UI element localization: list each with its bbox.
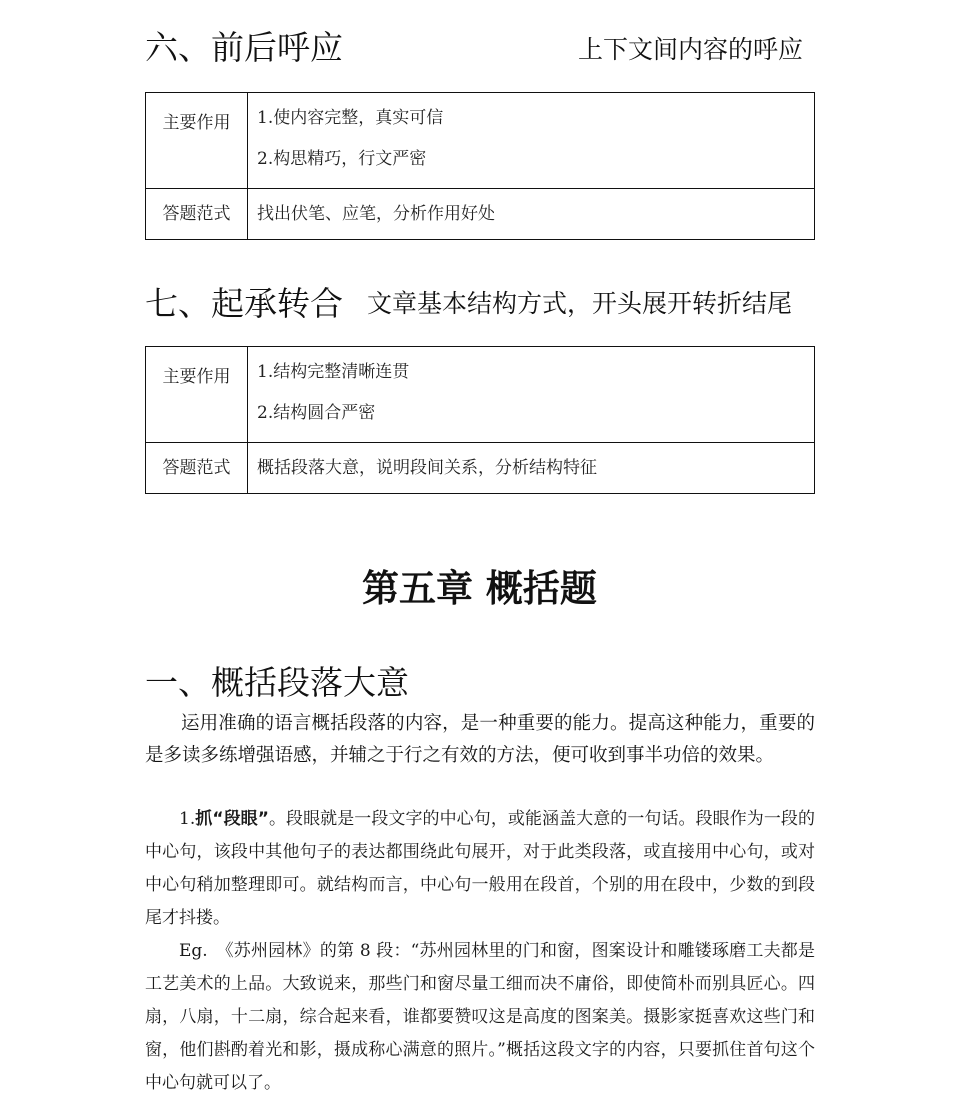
table-content: 找出伏笔、应笔，分析作用好处: [248, 189, 815, 240]
table-row: [146, 443, 815, 494]
table-label: 答题范式: [146, 189, 248, 240]
table-label: 主要作用: [146, 93, 248, 189]
intro-paragraph: 运用准确的语言概括段落的内容，是一种重要的能力。提高这种能力，重要的是多读多练增强语感，并辅之于行之有效的方法，便可收到事半功倍的效果。: [145, 713, 815, 766]
section-6-heading: [145, 22, 815, 69]
table-content: [248, 93, 815, 189]
section-6-table: [145, 92, 815, 240]
list-item: 1.结构完整清晰连贯: [257, 362, 410, 382]
point-1-text: 。段眼就是一段文字的中心句，或能涵盖大意的一句话。段眼作为一段的中心句，该段中其他句子的表达都围绕此句展开，对于此类段落，或直接用中心句，或对中心句稍加整理即可。就结构而言，中心句一般用在段首，个别的用在段中，少数的到段尾才抖搂。: [145, 809, 815, 928]
list-item: 2.结构圆合严密: [257, 403, 376, 423]
example-paragraph: Eg. 《苏州园林》的第 8 段：“苏州园林里的门和窗，图案设计和雕镂琢磨工夫都是工艺美术的上品。大致说来，那些门和窗尽量工细而决不庸俗，即使简朴而别具匠心。四扇，八扇，十二扇，综合起来看，谁都要赞叹这是高度的图案美。摄影家挺喜欢这些门和窗，他们斟酌着光和影，摄成称心满意的照片。”概括这段文字的内容，只要抓住首句这个中心句就可以了。: [145, 941, 815, 1093]
table-row: [146, 347, 815, 443]
chapter-title: 第五章 概括题: [362, 567, 597, 610]
point-1-paragraph: [145, 803, 815, 935]
table-content: [248, 347, 815, 443]
table-row: [146, 189, 815, 240]
table-label: 答题范式: [146, 443, 248, 494]
table-row: [146, 93, 815, 189]
section-7-table: [145, 346, 815, 494]
list-item: 1.使内容完整，真实可信: [257, 108, 444, 128]
section-7-heading: [145, 278, 815, 325]
table-label: 主要作用: [146, 347, 248, 443]
section-6-subtitle: 上下文间内容的呼应: [577, 35, 803, 64]
point-1-number: 1.: [179, 809, 196, 829]
point-1-label: 抓“段眼”: [195, 809, 269, 829]
list-item: 2.构思精巧，行文严密: [257, 149, 427, 169]
table-content: 概括段落大意，说明段间关系，分析结构特征: [248, 443, 815, 494]
section-7-title: 七、起承转合: [145, 284, 343, 323]
section-6-title: 六、前后呼应: [145, 28, 343, 67]
section-7-subtitle: 文章基本结构方式，开头展开转折结尾: [367, 289, 793, 318]
subsection-title: 一、概括段落大意: [145, 663, 409, 702]
